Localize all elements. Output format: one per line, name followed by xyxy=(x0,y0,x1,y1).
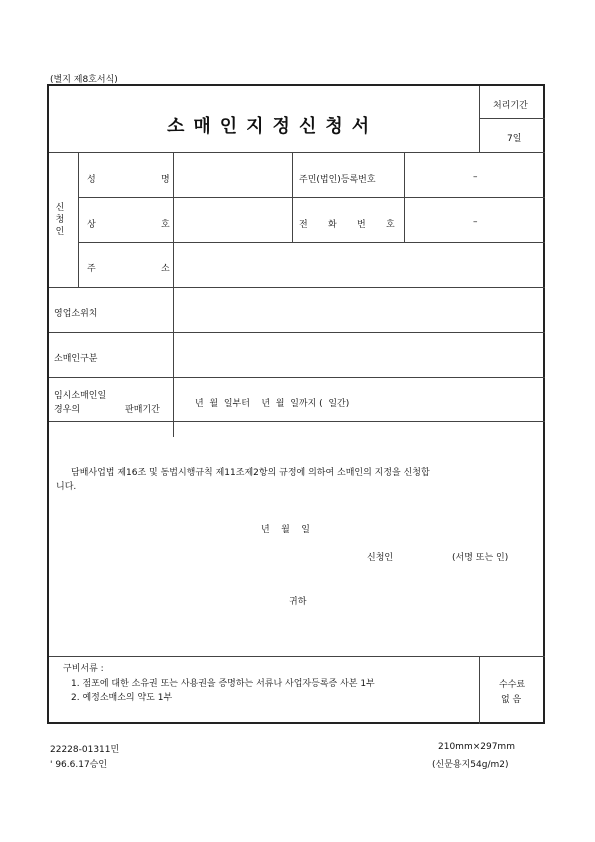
form-title: 소매인지정신청서 xyxy=(167,116,379,137)
statement-line-2: 니다. xyxy=(56,482,77,492)
business-location-label: 영업소위치 xyxy=(54,309,98,319)
phone-label-2: 화 xyxy=(328,220,337,230)
id-number-field[interactable]: – xyxy=(473,172,478,182)
footer-form-code: 22228-01311민 xyxy=(50,745,120,755)
documents-item-2: 2. 예정소매소의 약도 1부 xyxy=(71,693,173,703)
name-field[interactable] xyxy=(174,153,291,196)
temp-period-field[interactable]: 년 월 일부터 년 월 일까지 ( 일간) xyxy=(195,399,350,409)
phone-label-3: 번 xyxy=(357,220,366,230)
business-location-field[interactable] xyxy=(174,288,544,332)
footer-paper-type: (신문용지54g/m2) xyxy=(432,760,509,770)
trade-name-field[interactable] xyxy=(174,198,291,241)
signature-field[interactable]: (서명 또는 인) xyxy=(452,553,509,563)
name-label-1: 성 xyxy=(87,175,96,185)
date-line[interactable]: 년 월 일 xyxy=(261,525,310,535)
fee-label: 수수료 xyxy=(499,680,526,690)
temp-period-label-1: 임시소매인일 xyxy=(54,391,107,401)
footer-approval: ' 96.6.17승인 xyxy=(50,760,108,770)
fee-value: 없 음 xyxy=(501,695,522,705)
phone-field[interactable]: – xyxy=(473,217,478,227)
phone-label-4: 호 xyxy=(386,220,395,230)
trade-name-label-1: 상 xyxy=(87,220,96,230)
footer-paper-size: 210mm×297mm xyxy=(438,742,515,752)
processing-period-value: 7일 xyxy=(507,134,522,144)
processing-period-label: 처리기간 xyxy=(493,101,528,111)
temp-period-label-2a: 경우의 xyxy=(54,405,81,415)
address-label-2: 소 xyxy=(161,264,170,274)
documents-item-1: 1. 점포에 대한 소유권 또는 사용권을 증명하는 서류나 사업자등록증 사본 1부 xyxy=(71,679,375,689)
retailer-type-label: 소매인구분 xyxy=(54,354,98,364)
addressee-label: 귀하 xyxy=(289,597,307,607)
documents-title: 구비서류 : xyxy=(63,664,104,674)
application-form xyxy=(47,84,545,724)
form-number-label: (별지 제8호서식) xyxy=(50,75,118,85)
temp-period-label-2b: 판매기간 xyxy=(125,405,160,415)
address-label-1: 주 xyxy=(87,264,96,274)
trade-name-label-2: 호 xyxy=(161,220,170,230)
name-label-2: 명 xyxy=(161,175,170,185)
applicant-side-label: 신 청 인 xyxy=(55,203,65,237)
retailer-type-field[interactable] xyxy=(174,333,544,377)
applicant-sign-label: 신청인 xyxy=(367,553,394,563)
address-field[interactable] xyxy=(174,243,544,286)
statement-line-1: 담배사업법 제16조 및 동법시행규칙 제11조제2항의 규정에 의하여 소매인의 지정을 신청합 xyxy=(71,468,430,478)
id-number-label: 주민(법인)등록번호 xyxy=(299,175,376,185)
phone-label-1: 전 xyxy=(299,220,308,230)
